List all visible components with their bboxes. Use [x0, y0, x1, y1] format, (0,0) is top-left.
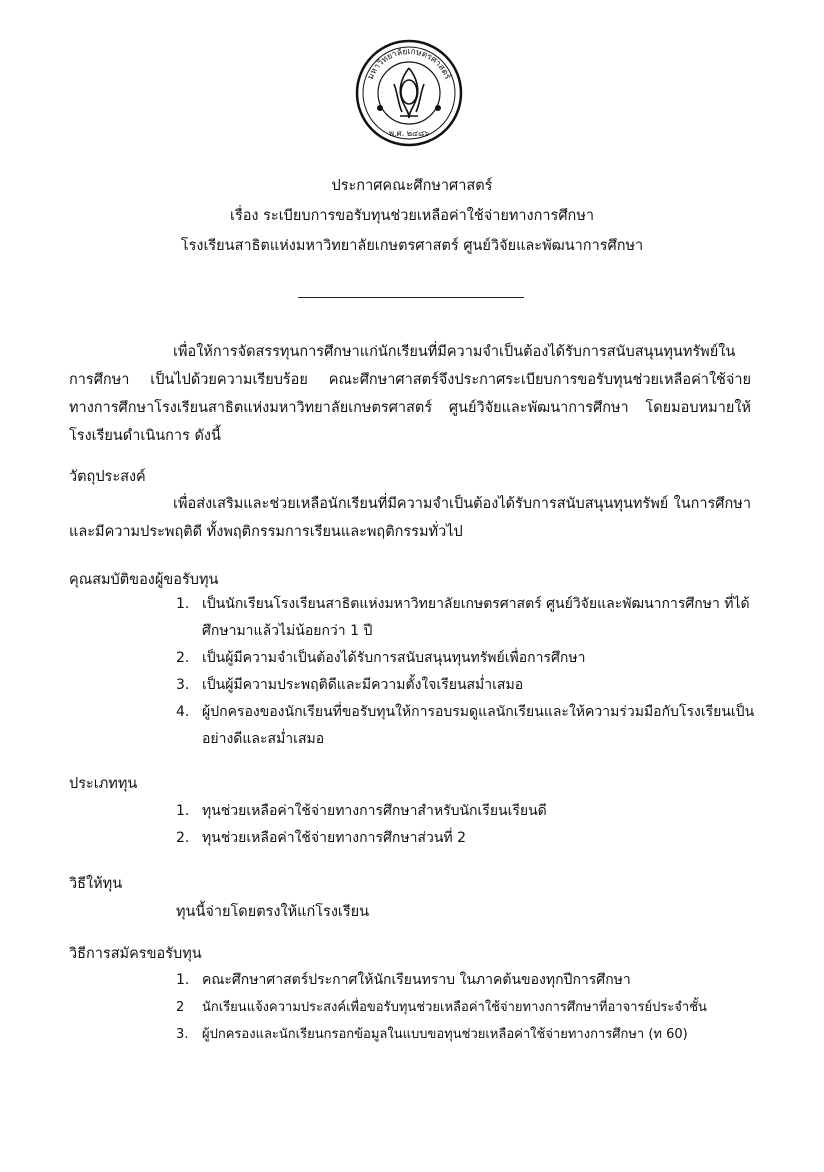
list-item	[176, 645, 756, 672]
list-item-number: 1.	[176, 803, 190, 819]
list-item-text: นักเรียนแจ้งความประสงค์เพื่อขอรับทุนช่วยเหลือค่าใช้จ่ายทางการศึกษาที่อาจารย์ประจำชั้น	[202, 1000, 707, 1015]
list-item-text: เป็นผู้มีความจำเป็นต้องได้รับการสนับสนุนทุนทรัพย์เพื่อการศึกษา	[202, 650, 586, 666]
svg-text:พ.ศ. ๒๔๘๖: พ.ศ. ๒๔๘๖	[388, 129, 430, 138]
list-item-number: 2	[176, 1000, 185, 1015]
divider	[298, 297, 524, 298]
list-item	[176, 699, 756, 753]
types-heading: ประเภททุน	[69, 776, 138, 792]
list-item-text: ทุนช่วยเหลือค่าใช้จ่ายทางการศึกษาส่วนที่ 2	[202, 830, 466, 846]
list-item-text: เป็นนักเรียนโรงเรียนสาธิตแห่งมหาวิทยาลัยเกษตรศาสตร์ ศูนย์วิจัยและพัฒนาการศึกษา ที่ได้ศึกษามาแล้วไม่น้อยกว่า 1 ปี	[202, 596, 750, 639]
list-item	[176, 967, 756, 994]
objective-text: เพื่อส่งเสริมและช่วยเหลือนักเรียนที่มีความจำเป็นต้องได้รับการสนับสนุนทุนทรัพย์ ในการศึกษาและมีความประพฤติดี ทั้งพฤติกรรมการเรียนและพฤติกรรมทั่วไป	[69, 496, 751, 540]
payment-heading: วิธีให้ทุน	[69, 876, 123, 892]
list-item	[176, 825, 756, 852]
list-item-number: 4.	[176, 704, 190, 720]
payment-text: ทุนนี้จ่ายโดยตรงให้แก่โรงเรียน	[176, 904, 370, 920]
announcement-title: ประกาศคณะศึกษาศาสตร์	[331, 178, 493, 194]
list-item	[176, 591, 756, 645]
list-item-number: 3.	[176, 1027, 189, 1042]
seal-emblem-icon	[394, 68, 424, 118]
list-item-text: เป็นผู้มีความประพฤติดีและมีความตั้งใจเรียนสม่ำเสมอ	[202, 677, 524, 693]
list-item-text: ผู้ปกครองของนักเรียนที่ขอรับทุนให้การอบรมดูแลนักเรียนและให้ความร่วมมือกับโรงเรียนเป็นอย่างดีและสม่ำเสมอ	[202, 704, 755, 747]
list-item-text: ทุนช่วยเหลือค่าใช้จ่ายทางการศึกษาสำหรับนักเรียนเรียนดี	[202, 803, 547, 819]
list-item	[176, 1021, 756, 1048]
svg-text:มหาวิทยาลัยเกษตรศาสตร์: มหาวิทยาลัยเกษตรศาสตร์	[365, 46, 453, 82]
intro-paragraph: เพื่อให้การจัดสรรทุนการศึกษาแก่นักเรียนที่มีความจำเป็นต้องได้รับการสนับสนุนทุนทรัพย์ในการศึกษา เป็นไปด้วยความเรียบร้อย คณะศึกษาศาสตร์จึงประกาศระเบียบการขอรับทุนช่วยเหลือค่าใช้จ่ายทางการศึกษาโรงเรียนสาธิตแห่งมหาวิทยาลัยเกษตรศาสตร์ ศูนย์วิจัยและพัฒนาการศึกษา โดยมอบหมายให้โรงเรียนดำเนินการ ดังนี้	[69, 344, 751, 444]
list-item-number: 1.	[176, 972, 190, 988]
qualifications-heading: คุณสมบัติของผู้ขอรับทุน	[69, 572, 219, 588]
university-seal	[354, 38, 464, 148]
announcement-subject: เรื่อง ระเบียบการขอรับทุนช่วยเหลือค่าใช้จ่ายทางการศึกษา	[229, 208, 595, 224]
list-item	[176, 798, 756, 825]
list-item-text: ผู้ปกครองและนักเรียนกรอกข้อมูลในแบบขอทุนช่วยเหลือค่าใช้จ่ายทางการศึกษา (ท 60)	[202, 1027, 688, 1042]
list-item	[176, 672, 756, 699]
list-item-number: 1.	[176, 596, 190, 612]
list-item-number: 2.	[176, 650, 190, 666]
application-heading: วิธีการสมัครขอรับทุน	[69, 946, 202, 962]
announcement-school: โรงเรียนสาธิตแห่งมหาวิทยาลัยเกษตรศาสตร์ ศูนย์วิจัยและพัฒนาการศึกษา	[180, 238, 644, 254]
list-item	[176, 994, 756, 1021]
list-item-number: 2.	[176, 830, 190, 846]
objective-heading: วัตถุประสงค์	[69, 469, 146, 485]
list-item-text: คณะศึกษาศาสตร์ประกาศให้นักเรียนทราบ ในภาคต้นของทุกปีการศึกษา	[202, 972, 631, 988]
list-item-number: 3.	[176, 677, 190, 693]
